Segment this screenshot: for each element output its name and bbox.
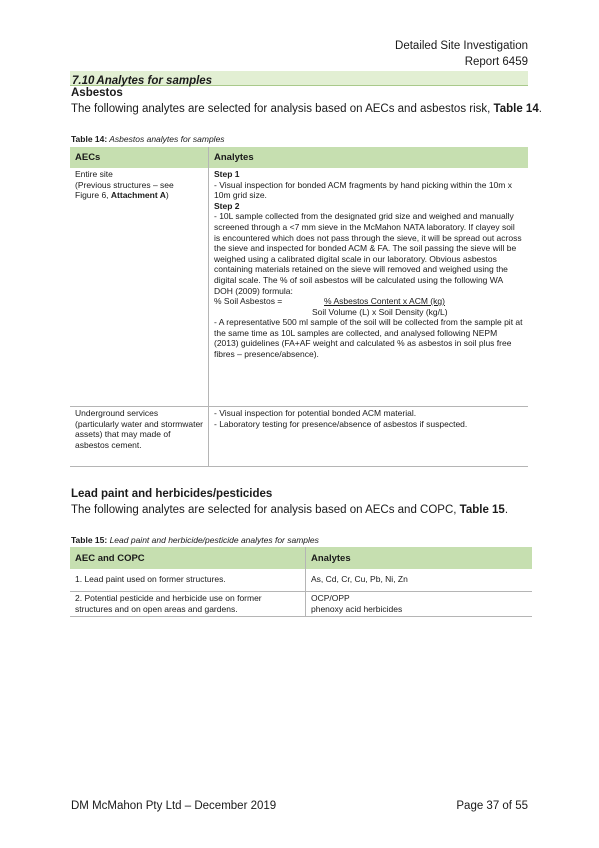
formula-numerator: % Asbestos Content x ACM (kg): [324, 296, 445, 307]
lead-intro-text: The following analytes are selected for analysis based on AECs and COPC,: [71, 504, 460, 516]
page-header: [395, 38, 528, 70]
asbestos-heading: Asbestos: [71, 87, 123, 99]
asbestos-intro-text: The following analytes are selected for analysis based on AECs and asbestos risk,: [71, 103, 494, 115]
soil-asbestos-formula: [214, 296, 523, 317]
table-15-caption-text: Lead paint and herbicide/pesticide analytes for samples: [107, 535, 319, 545]
aec-cell: 2. Potential pesticide and herbicide use on former structures and on open areas and gardens.: [70, 592, 306, 617]
table-14-caption: [71, 134, 225, 144]
formula-denominator: Soil Volume (L) x Soil Density (kg/L): [312, 306, 448, 317]
aec-cell: 1. Lead paint used on former structures.: [70, 569, 306, 592]
section-title: Analytes for samples: [96, 75, 213, 87]
header-title: Detailed Site Investigation: [395, 40, 528, 52]
analyte-line: phenoxy acid herbicides: [311, 603, 403, 614]
analytes-cell: [209, 407, 529, 467]
asbestos-analytes-table: [70, 147, 528, 467]
aec-cell: Underground services (particularly water and stormwater assets) that may made of asbestos cement.: [70, 407, 209, 467]
table-14-caption-label: Table 14:: [71, 134, 108, 144]
aec-line: Entire site: [75, 169, 113, 179]
header-report-number: Report 6459: [464, 56, 528, 68]
aec-text: ): [165, 190, 169, 201]
table-15-reference: Table 15: [459, 504, 505, 516]
table-row: [70, 592, 532, 617]
aec-text: Figure 6,: [75, 190, 111, 201]
analytes-cell: [306, 592, 533, 617]
step-2-label: Step 2: [214, 200, 240, 211]
analytes-cell: [209, 168, 529, 407]
step-1-label: Step 1: [214, 169, 240, 179]
table-row: [70, 569, 532, 592]
analytes-cell: As, Cd, Cr, Cu, Pb, Ni, Zn: [306, 569, 533, 592]
aec-line: [75, 190, 203, 201]
footer-company: DM McMahon Pty Ltd – December 2019: [71, 800, 277, 812]
column-header-analytes: Analytes: [306, 547, 533, 569]
lead-heading: Lead paint and herbicides/pesticides: [71, 488, 273, 500]
table-14-caption-text: Asbestos analytes for samples: [107, 134, 225, 144]
asbestos-intro-end: .: [538, 103, 542, 115]
analyte-line: OCP/OPP: [311, 593, 350, 603]
step-2-tail: - A representative 500 ml sample of the soil will be collected from the sample pit at the same time as 10L samples are collected, and analysed following NEPM (2013) guidelines (FA+AF weight and calculated % as asbestos in soil plus free fibres – presence/absence).: [214, 317, 523, 359]
analyte-line: - Laboratory testing for presence/absence of asbestos if suspected.: [214, 418, 468, 429]
footer-page-number: Page 37 of 55: [456, 800, 528, 812]
section-number: 7.10: [72, 75, 95, 87]
table-row: [70, 168, 528, 407]
column-header-aecs: AECs: [70, 147, 209, 168]
section-heading: [70, 71, 528, 86]
column-header-analytes: Analytes: [209, 147, 529, 168]
analyte-line: - Visual inspection for potential bonded ACM material.: [214, 408, 417, 418]
table-14-reference: Table 14: [493, 103, 539, 115]
lead-intro-end: .: [504, 504, 509, 516]
aec-line: (Previous structures – see: [75, 179, 174, 190]
step-2-text: - 10L sample collected from the designated grid size and weighed and manually screened through a <7 mm sieve in the McMahon NATA laboratory. If clayey soil is encountered which does not pass through the sieve, it will be spread out across the sieve and inspected for bonded ACM & FA. The soil passing the sieve will be weighed using a calibrated digital scale in our laboratory. Obvious asbestos containing materials retained on the sieve will removed and weighed using the digital scale. The % of soil asbestos will be calculated using the following WA DOH (2009) formula:: [214, 211, 522, 296]
table-header-row: [70, 547, 532, 569]
attachment-reference: Attachment A: [110, 190, 166, 201]
formula-lhs: % Soil Asbestos =: [214, 296, 283, 307]
lead-analytes-table: [70, 547, 532, 617]
table-15-caption-label: Table 15:: [71, 535, 108, 545]
asbestos-intro: [71, 103, 542, 115]
table-row: [70, 407, 528, 467]
step-1-text: - Visual inspection for bonded ACM fragments by hand picking within the 10m x 10m grid size.: [214, 179, 512, 201]
table-15-caption: [71, 535, 319, 545]
lead-intro: [71, 504, 508, 516]
table-header-row: [70, 147, 528, 168]
column-header-aec-copc: AEC and COPC: [70, 547, 306, 569]
aec-cell: [70, 168, 209, 407]
